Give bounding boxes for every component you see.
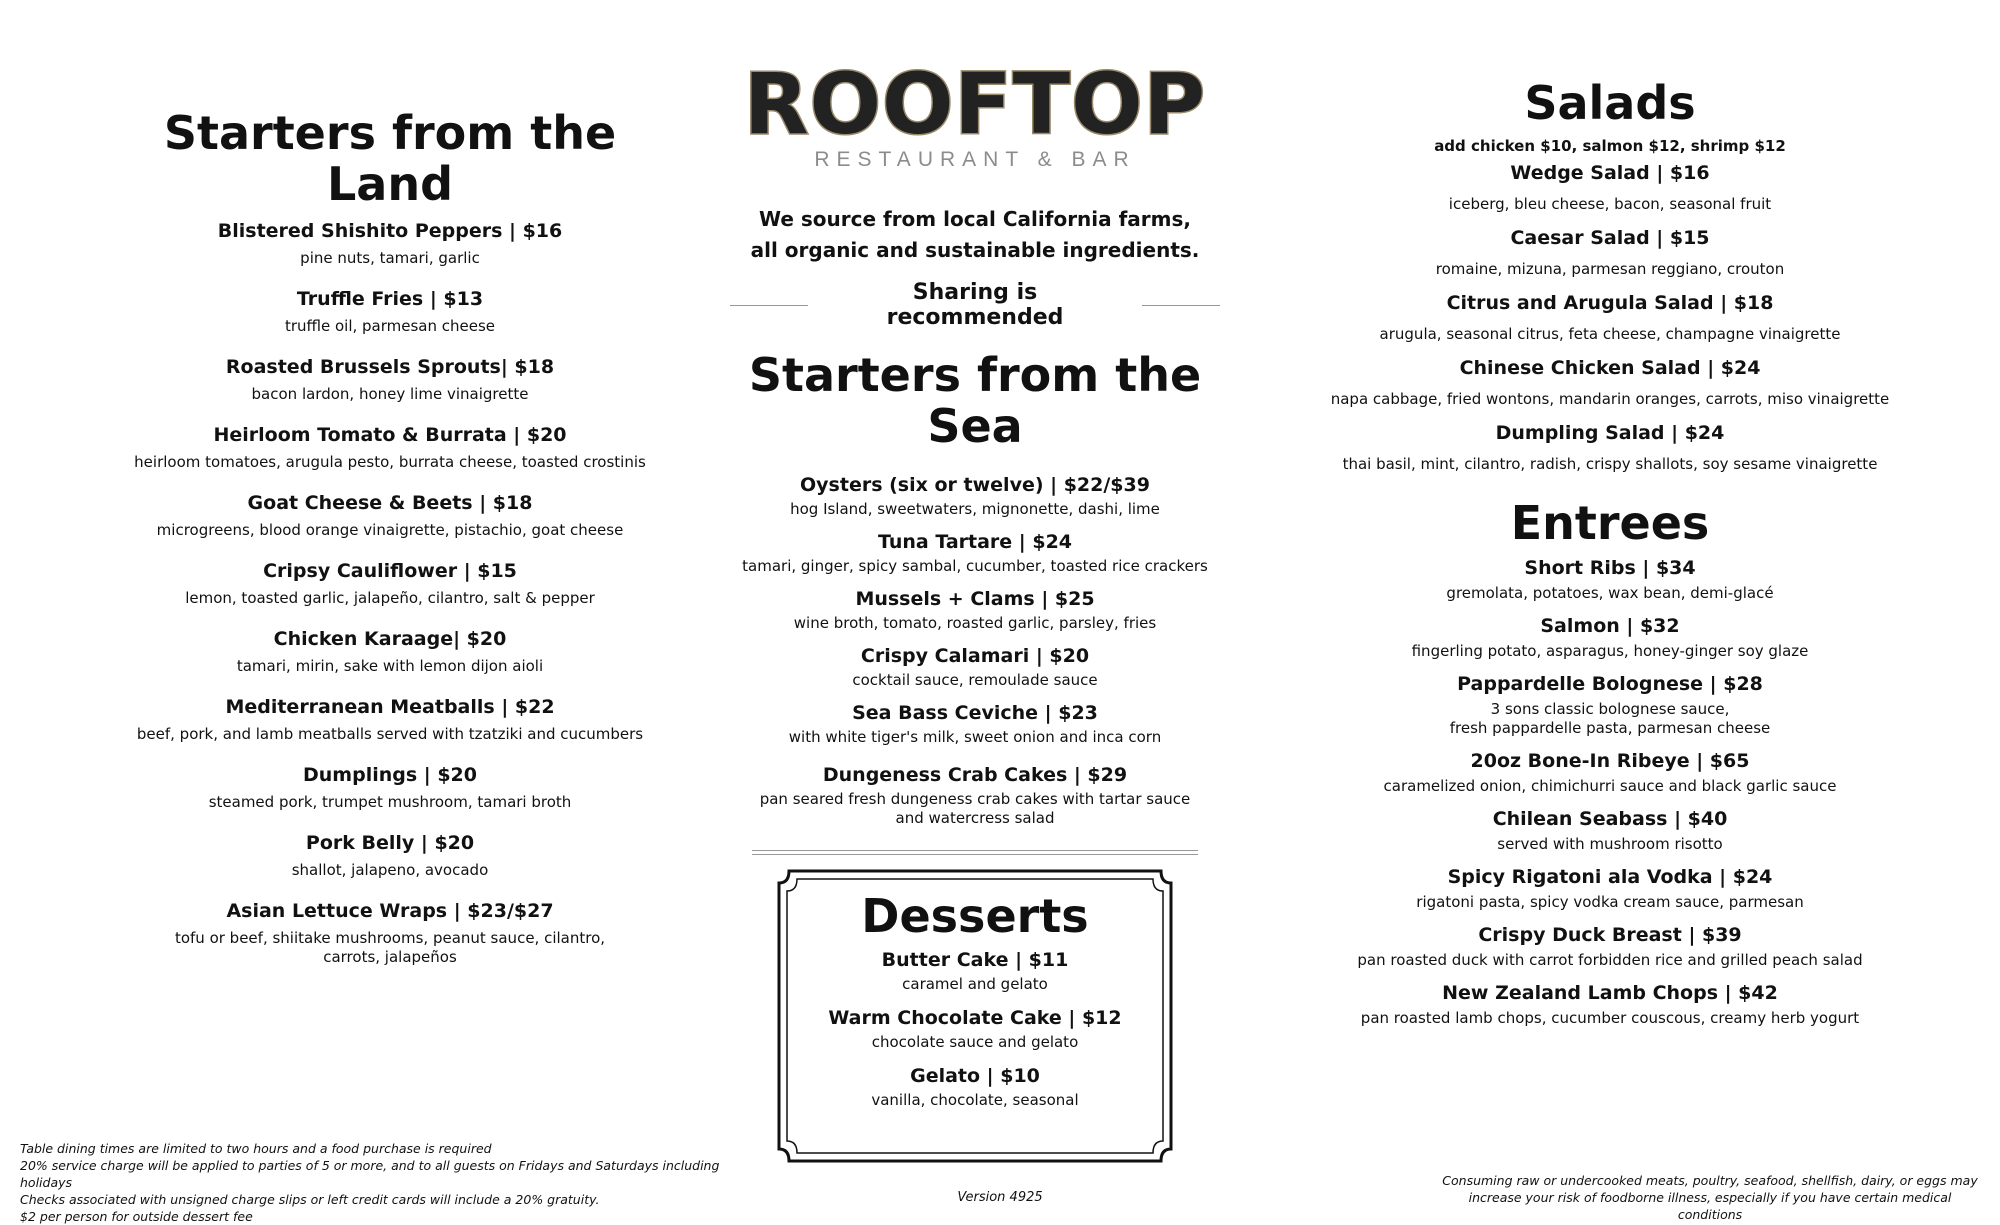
item-name: Goat Cheese & Beets | $18 bbox=[247, 492, 533, 515]
item-name: Chicken Karaage| $20 bbox=[273, 628, 507, 651]
item-name: Wedge Salad | $16 bbox=[1510, 161, 1710, 184]
item-description: caramelized onion, chimichurri sauce and black garlic sauce bbox=[1383, 777, 1837, 796]
menu-item bbox=[100, 219, 680, 268]
sharing-banner bbox=[730, 280, 1220, 330]
item-description: lemon, toasted garlic, jalapeño, cilantro, salt & pepper bbox=[185, 589, 595, 608]
menu-item bbox=[100, 627, 680, 676]
item-description: tofu or beef, shiitake mushrooms, peanut sauce, cilantro, carrots, jalapeños bbox=[174, 929, 606, 967]
item-name: Spicy Rigatoni ala Vodka | $24 bbox=[1447, 866, 1773, 889]
menu-item bbox=[1300, 865, 1920, 912]
item-description: microgreens, blood orange vinaigrette, pistachio, goat cheese bbox=[156, 521, 624, 540]
desserts-section bbox=[775, 867, 1175, 1165]
salads-section bbox=[1300, 78, 1920, 474]
item-name: Warm Chocolate Cake | $12 bbox=[828, 1006, 1122, 1029]
item-description: bacon lardon, honey lime vinaigrette bbox=[251, 385, 529, 404]
item-description: arugula, seasonal citrus, feta cheese, champagne vinaigrette bbox=[1379, 324, 1841, 343]
item-name: 20oz Bone-In Ribeye | $65 bbox=[1470, 750, 1750, 773]
sourcing-tagline: We source from local California farms, all organic and sustainable ingredients. bbox=[750, 207, 1200, 262]
item-description: truffle oil, parmesan cheese bbox=[284, 317, 496, 336]
menu-item bbox=[100, 899, 680, 967]
item-name: Tuna Tartare | $24 bbox=[877, 531, 1073, 554]
menu-item bbox=[100, 491, 680, 540]
item-name: Butter Cake | $11 bbox=[881, 948, 1069, 971]
divider-line bbox=[730, 305, 808, 306]
item-name: Pappardelle Bolognese | $28 bbox=[1457, 673, 1763, 696]
middle-column bbox=[730, 55, 1220, 1165]
item-description: 3 sons classic bolognese sauce, fresh pappardelle pasta, parmesan cheese bbox=[1449, 700, 1771, 738]
item-description: beef, pork, and lamb meatballs served with tzatziki and cucumbers bbox=[136, 725, 644, 744]
item-description: heirloom tomatoes, arugula pesto, burrata cheese, toasted crostinis bbox=[134, 453, 646, 472]
menu-item bbox=[730, 530, 1220, 576]
menu-item bbox=[100, 831, 680, 880]
salads-title: Salads bbox=[1524, 76, 1696, 130]
double-divider bbox=[752, 850, 1198, 855]
land-starters-section bbox=[100, 108, 680, 986]
item-description: shallot, jalapeno, avocado bbox=[291, 861, 489, 880]
logo-subtitle: RESTAURANT & BAR bbox=[814, 148, 1136, 171]
menu-item bbox=[1300, 556, 1920, 603]
menu-item bbox=[730, 701, 1220, 747]
menu-version: Version 4925 bbox=[957, 1190, 1043, 1205]
menu-item bbox=[1300, 672, 1920, 738]
item-description: pine nuts, tamari, garlic bbox=[300, 249, 480, 268]
item-name: Caesar Salad | $15 bbox=[1510, 226, 1710, 249]
salad-addons-note: add chicken $10, salmon $12, shrimp $12 bbox=[1434, 136, 1786, 155]
menu-item bbox=[775, 1064, 1175, 1110]
item-description: steamed pork, trumpet mushroom, tamari broth bbox=[208, 793, 572, 812]
item-name: Heirloom Tomato & Burrata | $20 bbox=[213, 424, 567, 447]
land-starters-title: Starters from the Land bbox=[163, 106, 617, 211]
item-name: Dumplings | $20 bbox=[303, 764, 477, 787]
menu-item bbox=[100, 287, 680, 336]
item-name: Mussels + Clams | $25 bbox=[855, 588, 1095, 611]
item-name: Roasted Brussels Sprouts| $18 bbox=[225, 356, 555, 379]
item-name: Cripsy Cauliflower | $15 bbox=[263, 560, 517, 583]
item-description: pan roasted lamb chops, cucumber couscous, creamy herb yogurt bbox=[1360, 1009, 1860, 1028]
policy-footnotes bbox=[20, 1140, 720, 1225]
sea-starters-title: Starters from the Sea bbox=[748, 348, 1202, 453]
item-name: Gelato | $10 bbox=[910, 1064, 1040, 1087]
footnote-line: Checks associated with unsigned charge slips or left credit cards will include a 20% gratuity. bbox=[20, 1192, 600, 1207]
item-description: chocolate sauce and gelato bbox=[871, 1032, 1079, 1051]
item-description: hog Island, sweetwaters, mignonette, dashi, lime bbox=[790, 500, 1160, 519]
footnote-line: 20% service charge will be applied to parties of 5 or more, and to all guests on Fridays and Saturdays including holidays bbox=[20, 1158, 720, 1190]
item-description: wine broth, tomato, roasted garlic, parsley, fries bbox=[793, 614, 1157, 633]
menu-item bbox=[1300, 807, 1920, 854]
menu-item bbox=[775, 948, 1175, 994]
item-name: Dungeness Crab Cakes | $29 bbox=[822, 764, 1128, 787]
menu-item bbox=[1300, 614, 1920, 661]
item-description: gremolata, potatoes, wax bean, demi-glacé bbox=[1446, 584, 1774, 603]
menu-item bbox=[1300, 226, 1920, 279]
item-name: Pork Belly | $20 bbox=[305, 832, 475, 855]
item-description: caramel and gelato bbox=[902, 974, 1048, 993]
item-description: iceberg, bleu cheese, bacon, seasonal fruit bbox=[1448, 194, 1772, 213]
item-name: Blistered Shishito Peppers | $16 bbox=[217, 220, 563, 243]
menu-item bbox=[730, 473, 1220, 519]
item-description: romaine, mizuna, parmesan reggiano, crouton bbox=[1435, 259, 1785, 278]
menu-item bbox=[1300, 421, 1920, 474]
item-name: Crispy Duck Breast | $39 bbox=[1478, 924, 1742, 947]
restaurant-logo bbox=[730, 55, 1220, 172]
entrees-title: Entrees bbox=[1510, 495, 1710, 550]
menu-item bbox=[1300, 291, 1920, 344]
item-description: tamari, mirin, sake with lemon dijon aioli bbox=[236, 657, 544, 676]
menu-item bbox=[100, 695, 680, 744]
item-name: Mediterranean Meatballs | $22 bbox=[225, 696, 555, 719]
item-description: served with mushroom risotto bbox=[1497, 835, 1723, 854]
menu-item bbox=[1300, 923, 1920, 970]
item-name: Dumpling Salad | $24 bbox=[1495, 421, 1725, 444]
menu-item bbox=[730, 763, 1220, 828]
menu-item bbox=[1300, 356, 1920, 409]
item-name: Short Ribs | $34 bbox=[1524, 557, 1696, 580]
right-column bbox=[1300, 78, 1920, 1039]
menu-item bbox=[1300, 161, 1920, 214]
menu-item bbox=[730, 587, 1220, 633]
divider-line bbox=[1142, 305, 1220, 306]
item-name: Truffle Fries | $13 bbox=[296, 288, 484, 311]
item-description: rigatoni pasta, spicy vodka cream sauce, parmesan bbox=[1416, 893, 1804, 912]
item-description: cocktail sauce, remoulade sauce bbox=[852, 671, 1098, 690]
menu-item bbox=[100, 559, 680, 608]
menu-item bbox=[1300, 981, 1920, 1028]
item-name: Oysters (six or twelve) | $22/$39 bbox=[800, 474, 1150, 497]
footnote-line: $2 per person for outside dessert fee bbox=[20, 1209, 253, 1224]
menu-item bbox=[1300, 749, 1920, 796]
item-description: vanilla, chocolate, seasonal bbox=[871, 1090, 1079, 1109]
item-description: tamari, ginger, spicy sambal, cucumber, toasted rice crackers bbox=[742, 557, 1208, 576]
desserts-title: Desserts bbox=[861, 889, 1089, 944]
item-description: fingerling potato, asparagus, honey-ginger soy glaze bbox=[1411, 642, 1809, 661]
menu-item bbox=[100, 423, 680, 472]
sea-starters-section bbox=[730, 350, 1220, 828]
item-name: Crispy Calamari | $20 bbox=[860, 645, 1090, 668]
item-name: Sea Bass Ceviche | $23 bbox=[852, 702, 1098, 725]
item-description: pan seared fresh dungeness crab cakes with tartar sauce and watercress salad bbox=[759, 790, 1191, 828]
item-name: Chilean Seabass | $40 bbox=[1492, 808, 1728, 831]
footnote-line: Table dining times are limited to two hours and a food purchase is required bbox=[20, 1141, 492, 1156]
logo-wordmark: ROOFTOP bbox=[743, 55, 1207, 153]
menu-item bbox=[100, 355, 680, 404]
menu-item bbox=[730, 644, 1220, 690]
item-name: Citrus and Arugula Salad | $18 bbox=[1446, 291, 1774, 314]
item-description: pan roasted duck with carrot forbidden rice and grilled peach salad bbox=[1357, 951, 1863, 970]
item-description: thai basil, mint, cilantro, radish, crispy shallots, soy sesame vinaigrette bbox=[1342, 454, 1878, 473]
health-advisory: Consuming raw or undercooked meats, poultry, seafood, shellfish, dairy, or eggs may increase your risk of foodborne illness, especially if you have certain medical conditions bbox=[1442, 1173, 1978, 1222]
item-name: Salmon | $32 bbox=[1540, 615, 1680, 638]
menu-item bbox=[775, 1006, 1175, 1052]
sharing-note: Sharing is recommended bbox=[886, 280, 1064, 330]
item-name: Chinese Chicken Salad | $24 bbox=[1459, 356, 1761, 379]
item-name: Asian Lettuce Wraps | $23/$27 bbox=[226, 900, 554, 923]
item-description: with white tiger's milk, sweet onion and inca corn bbox=[788, 728, 1162, 747]
item-description: napa cabbage, fried wontons, mandarin oranges, carrots, miso vinaigrette bbox=[1330, 389, 1890, 408]
entrees-section bbox=[1300, 495, 1920, 1029]
item-name: New Zealand Lamb Chops | $42 bbox=[1442, 982, 1778, 1005]
menu-item bbox=[100, 763, 680, 812]
